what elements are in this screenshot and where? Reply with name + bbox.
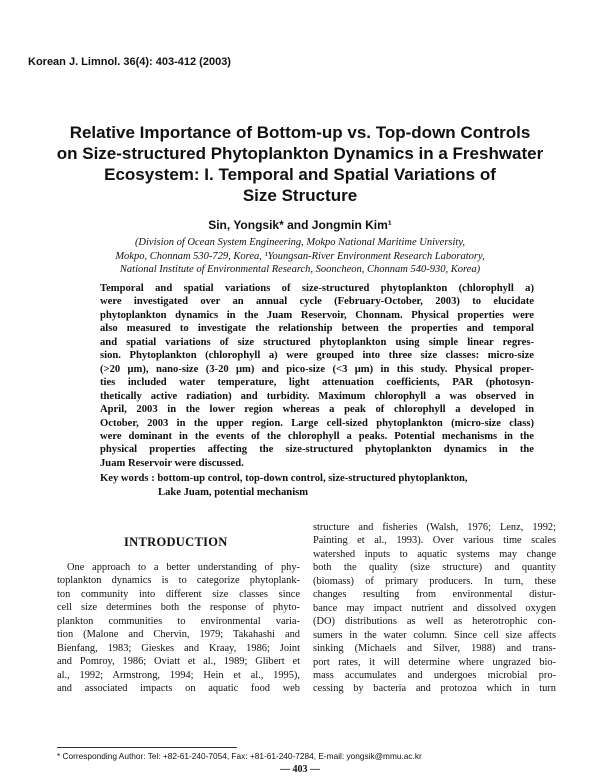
abstract-line: thetically active radiation) and turbidity. Maximum chlorophyll a was observed in xyxy=(100,390,534,402)
body-line: and Pomroy, 1986; Oviatt et al., 1989; Glibert et xyxy=(57,656,300,668)
footnote-rule xyxy=(57,747,237,748)
keywords-line: Key words : bottom-up control, top-down control, size-structured phytoplankton, xyxy=(100,473,468,484)
abstract-line: were investigated over an annual cycle (February-October, 2003) to elucidate xyxy=(100,296,534,308)
body-line: sumers in the water column. Since cell size affects xyxy=(313,629,556,641)
body-line: al., 1992; Armstrong, 1994; Hein et al., 1995), xyxy=(57,669,300,681)
body-line: cessing by bacteria and protozoa which in turn xyxy=(313,683,556,695)
keywords-line: Lake Juam, potential mechanism xyxy=(158,486,309,498)
body-line: changes resulting from environmental distur- xyxy=(313,589,556,601)
body-line: Bienfang, 1983; Gieskes and Kraay, 1986; Joint xyxy=(57,642,300,654)
abstract-line: and spatial variations of size structured phytoplankton using simple linear regres- xyxy=(100,336,534,348)
authors: Sin, Yongsik* and Jongmin Kim¹ xyxy=(208,218,392,232)
body-line: port rates, it will determine where ungrazed bio- xyxy=(313,656,556,668)
body-line: ton community into different size classes since xyxy=(57,588,300,600)
affiliation-line: (Division of Ocean System Engineering, Mokpo National Maritime University, xyxy=(134,237,466,248)
body-line: One approach to a better understanding of phy- xyxy=(67,562,300,573)
body-line: (DO) distributions as well as heterotrophic con- xyxy=(313,616,556,628)
keywords xyxy=(100,472,534,499)
abstract xyxy=(100,282,534,470)
footnote: * Corresponding Author: Tel: +82-61-240-7054, Fax: +81-61-240-7284, E-mail: yongsik@mmu.ac.kr xyxy=(57,751,422,761)
body-line: (biomass) of primary producers. In turn, these xyxy=(313,575,556,587)
affiliation-line: National Institute of Environmental Research, Sooncheon, Chonnam 540-930, Korea) xyxy=(119,264,481,275)
body-line: structure and fisheries (Walsh, 1976; Lenz, 1992; xyxy=(313,522,556,533)
title-line: Ecosystem: I. Temporal and Spatial Variations of xyxy=(104,165,496,184)
section-heading: INTRODUCTION xyxy=(124,535,228,549)
affiliation-line: Mokpo, Chonnam 530-729, Korea, ¹Youngsan-River Environment Research Laboratory, xyxy=(115,250,485,262)
affiliation xyxy=(40,236,560,277)
paper-title xyxy=(40,122,560,206)
abstract-line: Juam Reservoir were discussed. xyxy=(100,457,244,469)
abstract-line: were dominant in the events of the chlorophyll a peaks. Potential mechanisms in the xyxy=(100,430,534,442)
body-line: and associated impacts on aquatic food web xyxy=(57,683,300,695)
abstract-line: Temporal and spatial variations of size-structured phytoplankton (chlorophyll a) xyxy=(100,283,534,294)
body-line: bance may impact nutrient and dissolved oxygen xyxy=(313,602,556,614)
title-line: Relative Importance of Bottom-up vs. Top-down Controls xyxy=(69,123,531,142)
abstract-line: ties included water temperature, light attenuation coefficients, PAR (photosyn- xyxy=(100,377,534,389)
body-line: Painting et al., 1993). Over various time scales xyxy=(313,535,556,547)
body-line: mass accumulates and undergoes microbial pro- xyxy=(313,669,556,681)
journal-header: Korean J. Limnol. 36(4): 403-412 (2003) xyxy=(28,56,231,68)
abstract-line: sion. Phytoplankton (chlorophyll a) were grouped into three size classes: micro-size xyxy=(100,350,534,362)
body-line: watershed inputs to aquatic systems may change xyxy=(313,548,556,560)
title-line: Size Structure xyxy=(242,186,358,205)
right-column xyxy=(313,521,556,696)
abstract-line: April, 2003 in the lower region whereas a peak of chlorophyll a developed in xyxy=(100,404,534,416)
page-number: — 403 — xyxy=(280,764,320,775)
abstract-line: also measured to investigate the relationship between the properties and temporal xyxy=(100,323,534,335)
body-line: tion (Malone and Chervin, 1979; Takahashi and xyxy=(57,629,300,641)
title-line: on Size-structured Phytoplankton Dynamics in a Freshwater xyxy=(56,144,544,163)
body-line: sinking (Michaels and Silver, 1988) and trans- xyxy=(313,643,556,655)
abstract-line: physical properties affecting the size-structured phytoplankton dynamics in the xyxy=(100,444,534,456)
abstract-line: October, 2003 in the upper region. Large cell-sized phytoplankton (micro-size class) xyxy=(100,417,534,429)
left-column xyxy=(57,561,300,696)
abstract-line: phytoplankton dynamics in the Juam Reservoir, Chonnam. Physical properties were xyxy=(100,309,534,321)
body-line: toplankton dynamics is to categorize phytoplank- xyxy=(57,575,300,587)
body-line: cell size determines both the response of phyto- xyxy=(57,602,300,614)
body-line: plankton communities to environmental varia- xyxy=(57,615,300,627)
body-line: both the quality (size structure) and quantity xyxy=(313,562,556,574)
abstract-line: (>20 μm), nano-size (3-20 μm) and pico-size (<3 μm) in this study. Physical proper- xyxy=(100,363,534,375)
